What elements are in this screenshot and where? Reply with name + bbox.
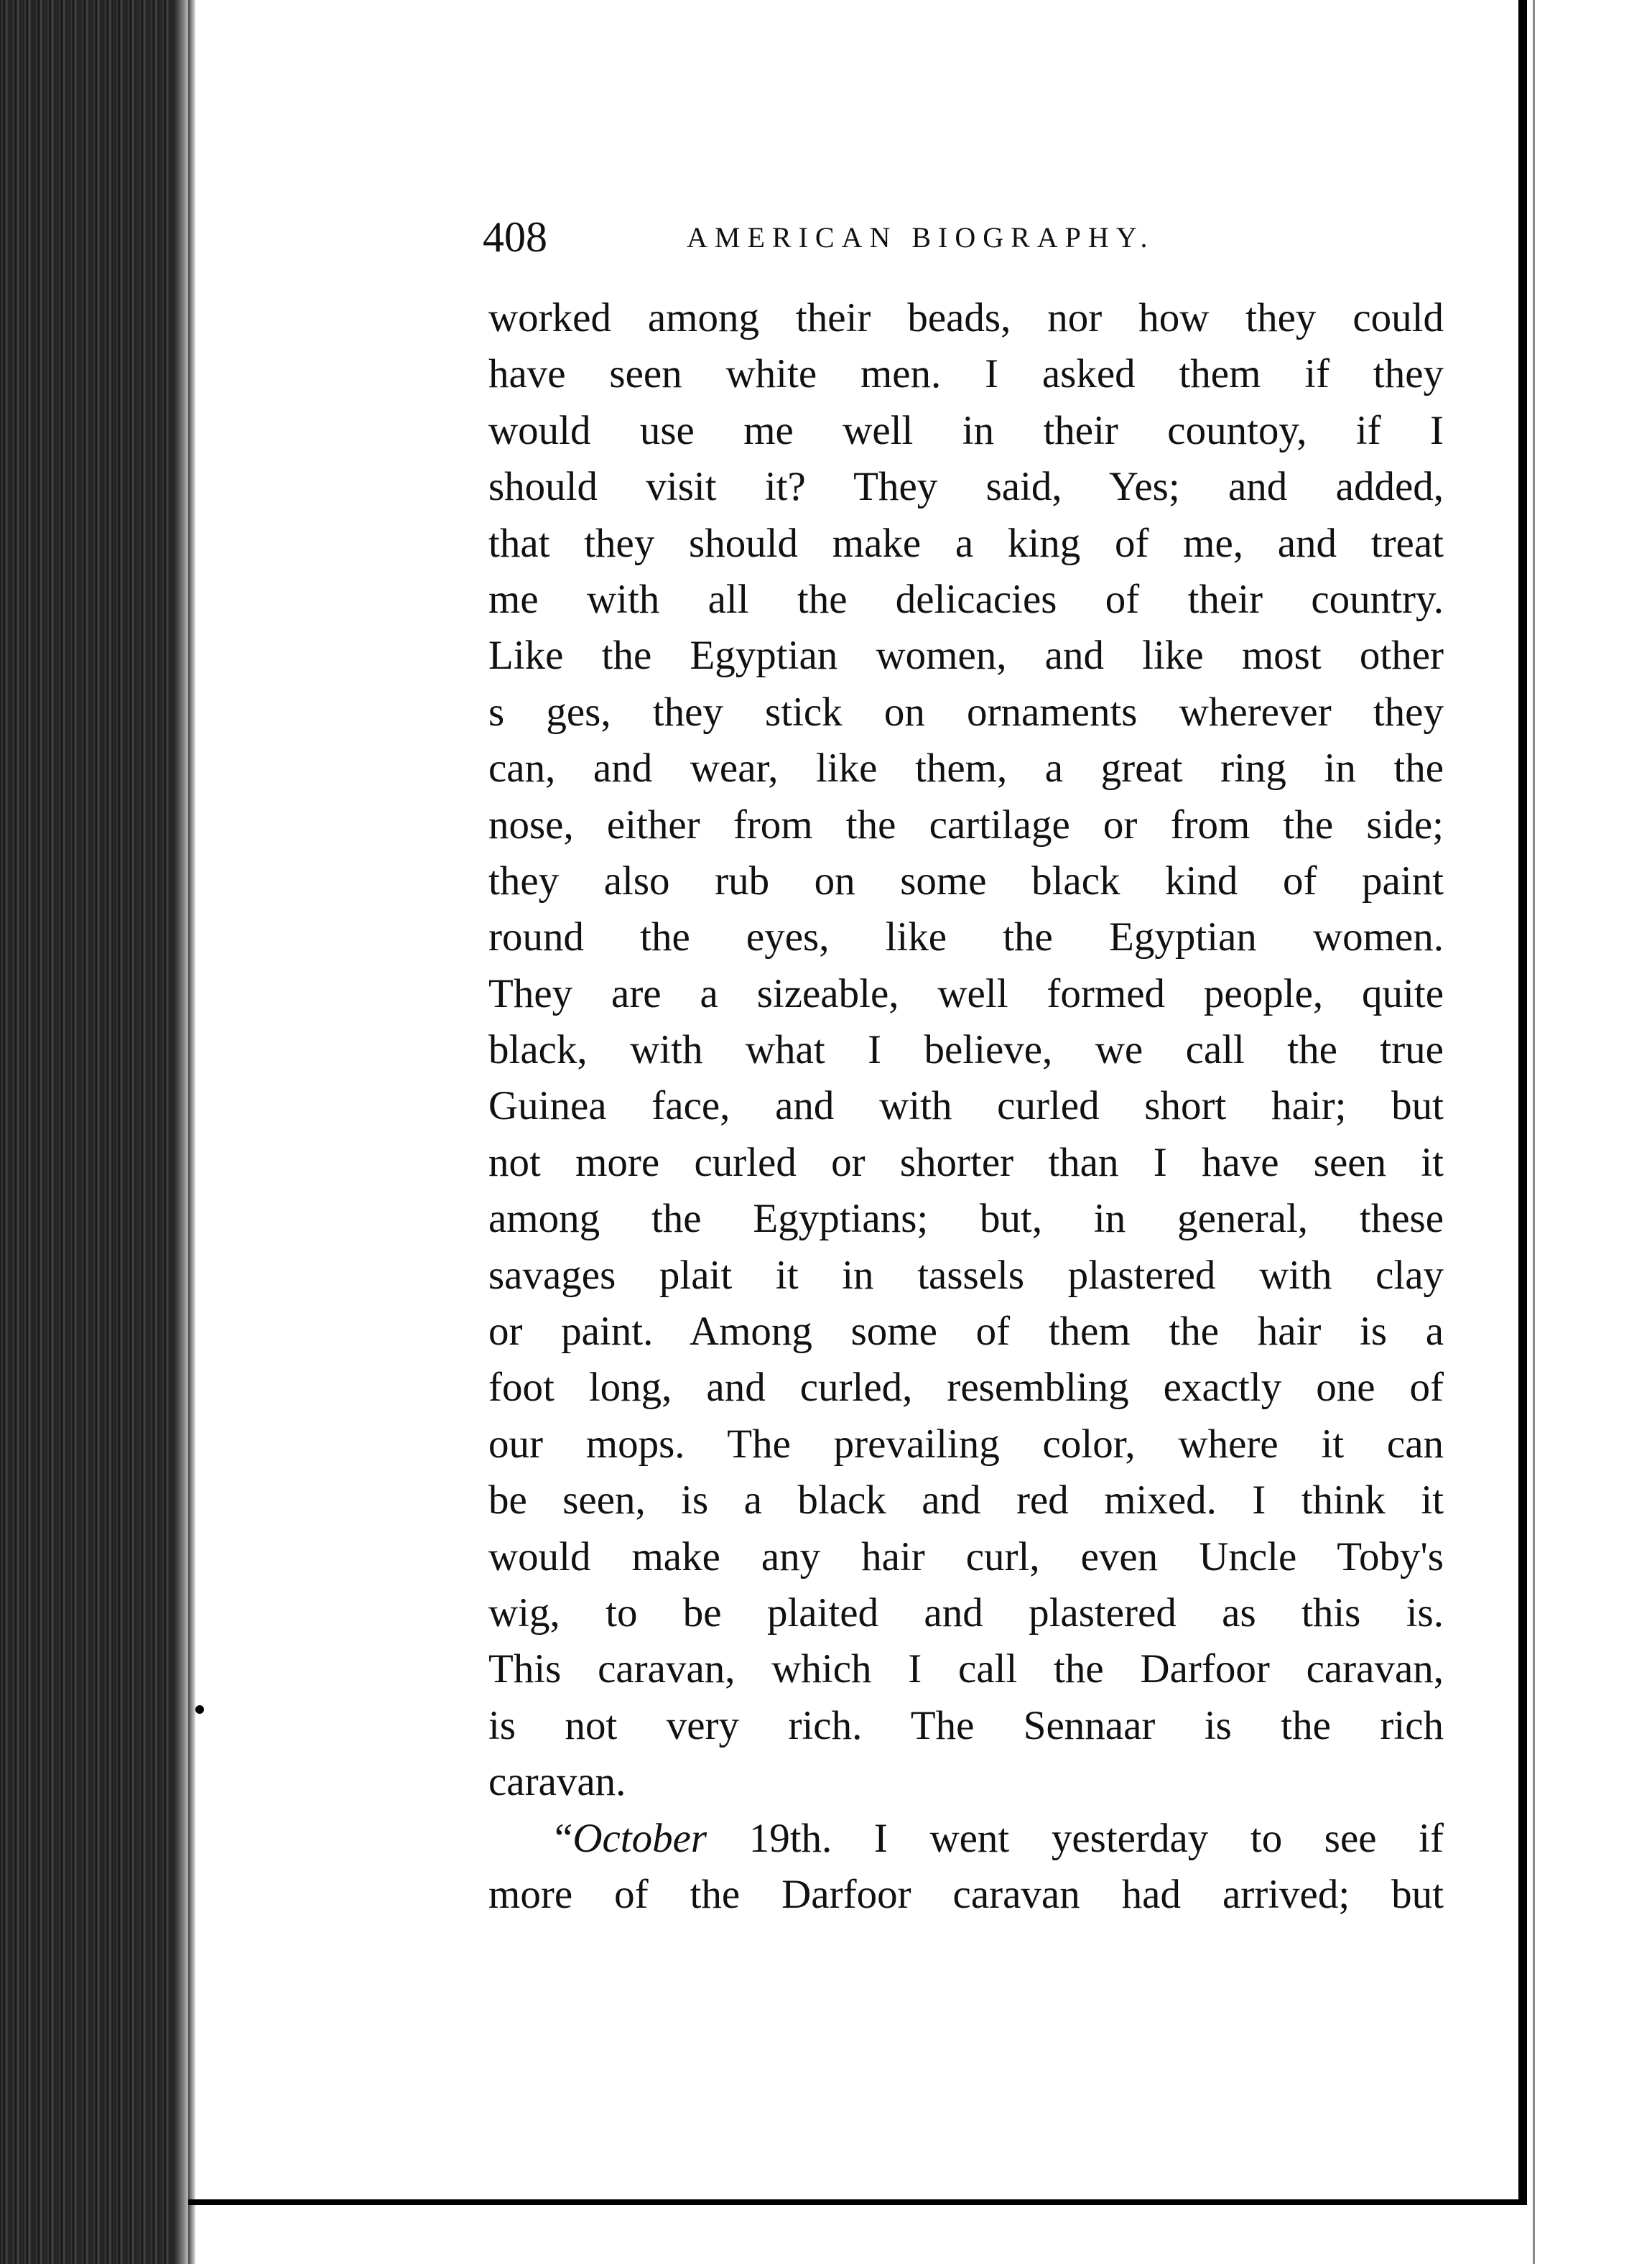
text-line: They are a sizeable, well formed people, quite — [488, 970, 1444, 1016]
text-line: black, with what I believe, we call the true — [488, 1027, 1444, 1073]
text-line: wig, to be plaited and plastered as this is. — [488, 1590, 1444, 1636]
book-spine — [0, 0, 188, 2264]
facing-page-margin — [1527, 0, 1652, 2264]
text-line: is not very rich. The Sennaar is the rich — [488, 1702, 1444, 1748]
text-line: Like the Egyptian women, and like most other — [488, 633, 1444, 679]
text-line: our mops. The prevailing color, where it can — [488, 1421, 1444, 1467]
facing-page-edge — [1533, 0, 1535, 2264]
text-line: they also rub on some black kind of paint — [488, 858, 1444, 904]
text-line: among the Egyptians; but, in general, these — [488, 1196, 1444, 1242]
page-number: 408 — [483, 213, 547, 261]
text-line: caravan. — [488, 1759, 626, 1805]
text-line: that they should make a king of me, and treat — [488, 520, 1444, 566]
open-quote: “ — [554, 1815, 573, 1861]
text-line: nose, either from the cartilage or from the side; — [488, 802, 1444, 848]
text-line: more of the Darfoor caravan had arrived; but — [488, 1871, 1444, 1917]
running-title: AMERICAN BIOGRAPHY. — [687, 221, 1155, 254]
text-line: would use me well in their countoy, if I — [488, 407, 1444, 453]
date-italic: October — [572, 1815, 707, 1861]
page-header — [483, 208, 1273, 266]
page-gutter — [188, 0, 195, 2264]
text-line: not more curled or shorter than I have seen it — [488, 1139, 1444, 1185]
text-line: would make any hair curl, even Uncle Toby's — [488, 1534, 1444, 1579]
text-line: Guinea face, and with curled short hair; but — [488, 1083, 1444, 1129]
page-edge — [1518, 0, 1527, 2205]
text-line: be seen, is a black and red mixed. I think it — [488, 1477, 1444, 1523]
paragraph-start-line — [488, 1811, 1444, 1867]
text-line: have seen white men. I asked them if they — [488, 351, 1444, 397]
text-line: round the eyes, like the Egyptian women. — [488, 914, 1444, 960]
page-bottom-edge — [188, 2199, 1527, 2205]
text-line: should visit it? They said, Yes; and added, — [488, 464, 1444, 510]
text-line: This caravan, which I call the Darfoor caravan, — [488, 1646, 1444, 1692]
text-line: can, and wear, like them, a great ring in the — [488, 746, 1444, 792]
text-line: foot long, and curled, resembling exactly one of — [488, 1365, 1444, 1411]
line-rest: 19th. I went yesterday to see if — [707, 1815, 1444, 1861]
text-line: me with all the delicacies of their country. — [488, 576, 1444, 622]
text-line: worked among their beads, nor how they could — [488, 295, 1444, 340]
margin-speck — [195, 1705, 204, 1714]
text-line: or paint. Among some of them the hair is a — [488, 1309, 1444, 1355]
text-line: s ges, they stick on ornaments wherever they — [488, 689, 1444, 735]
body-text — [488, 290, 1444, 1923]
text-line: savages plait it in tassels plastered with clay — [488, 1252, 1444, 1298]
